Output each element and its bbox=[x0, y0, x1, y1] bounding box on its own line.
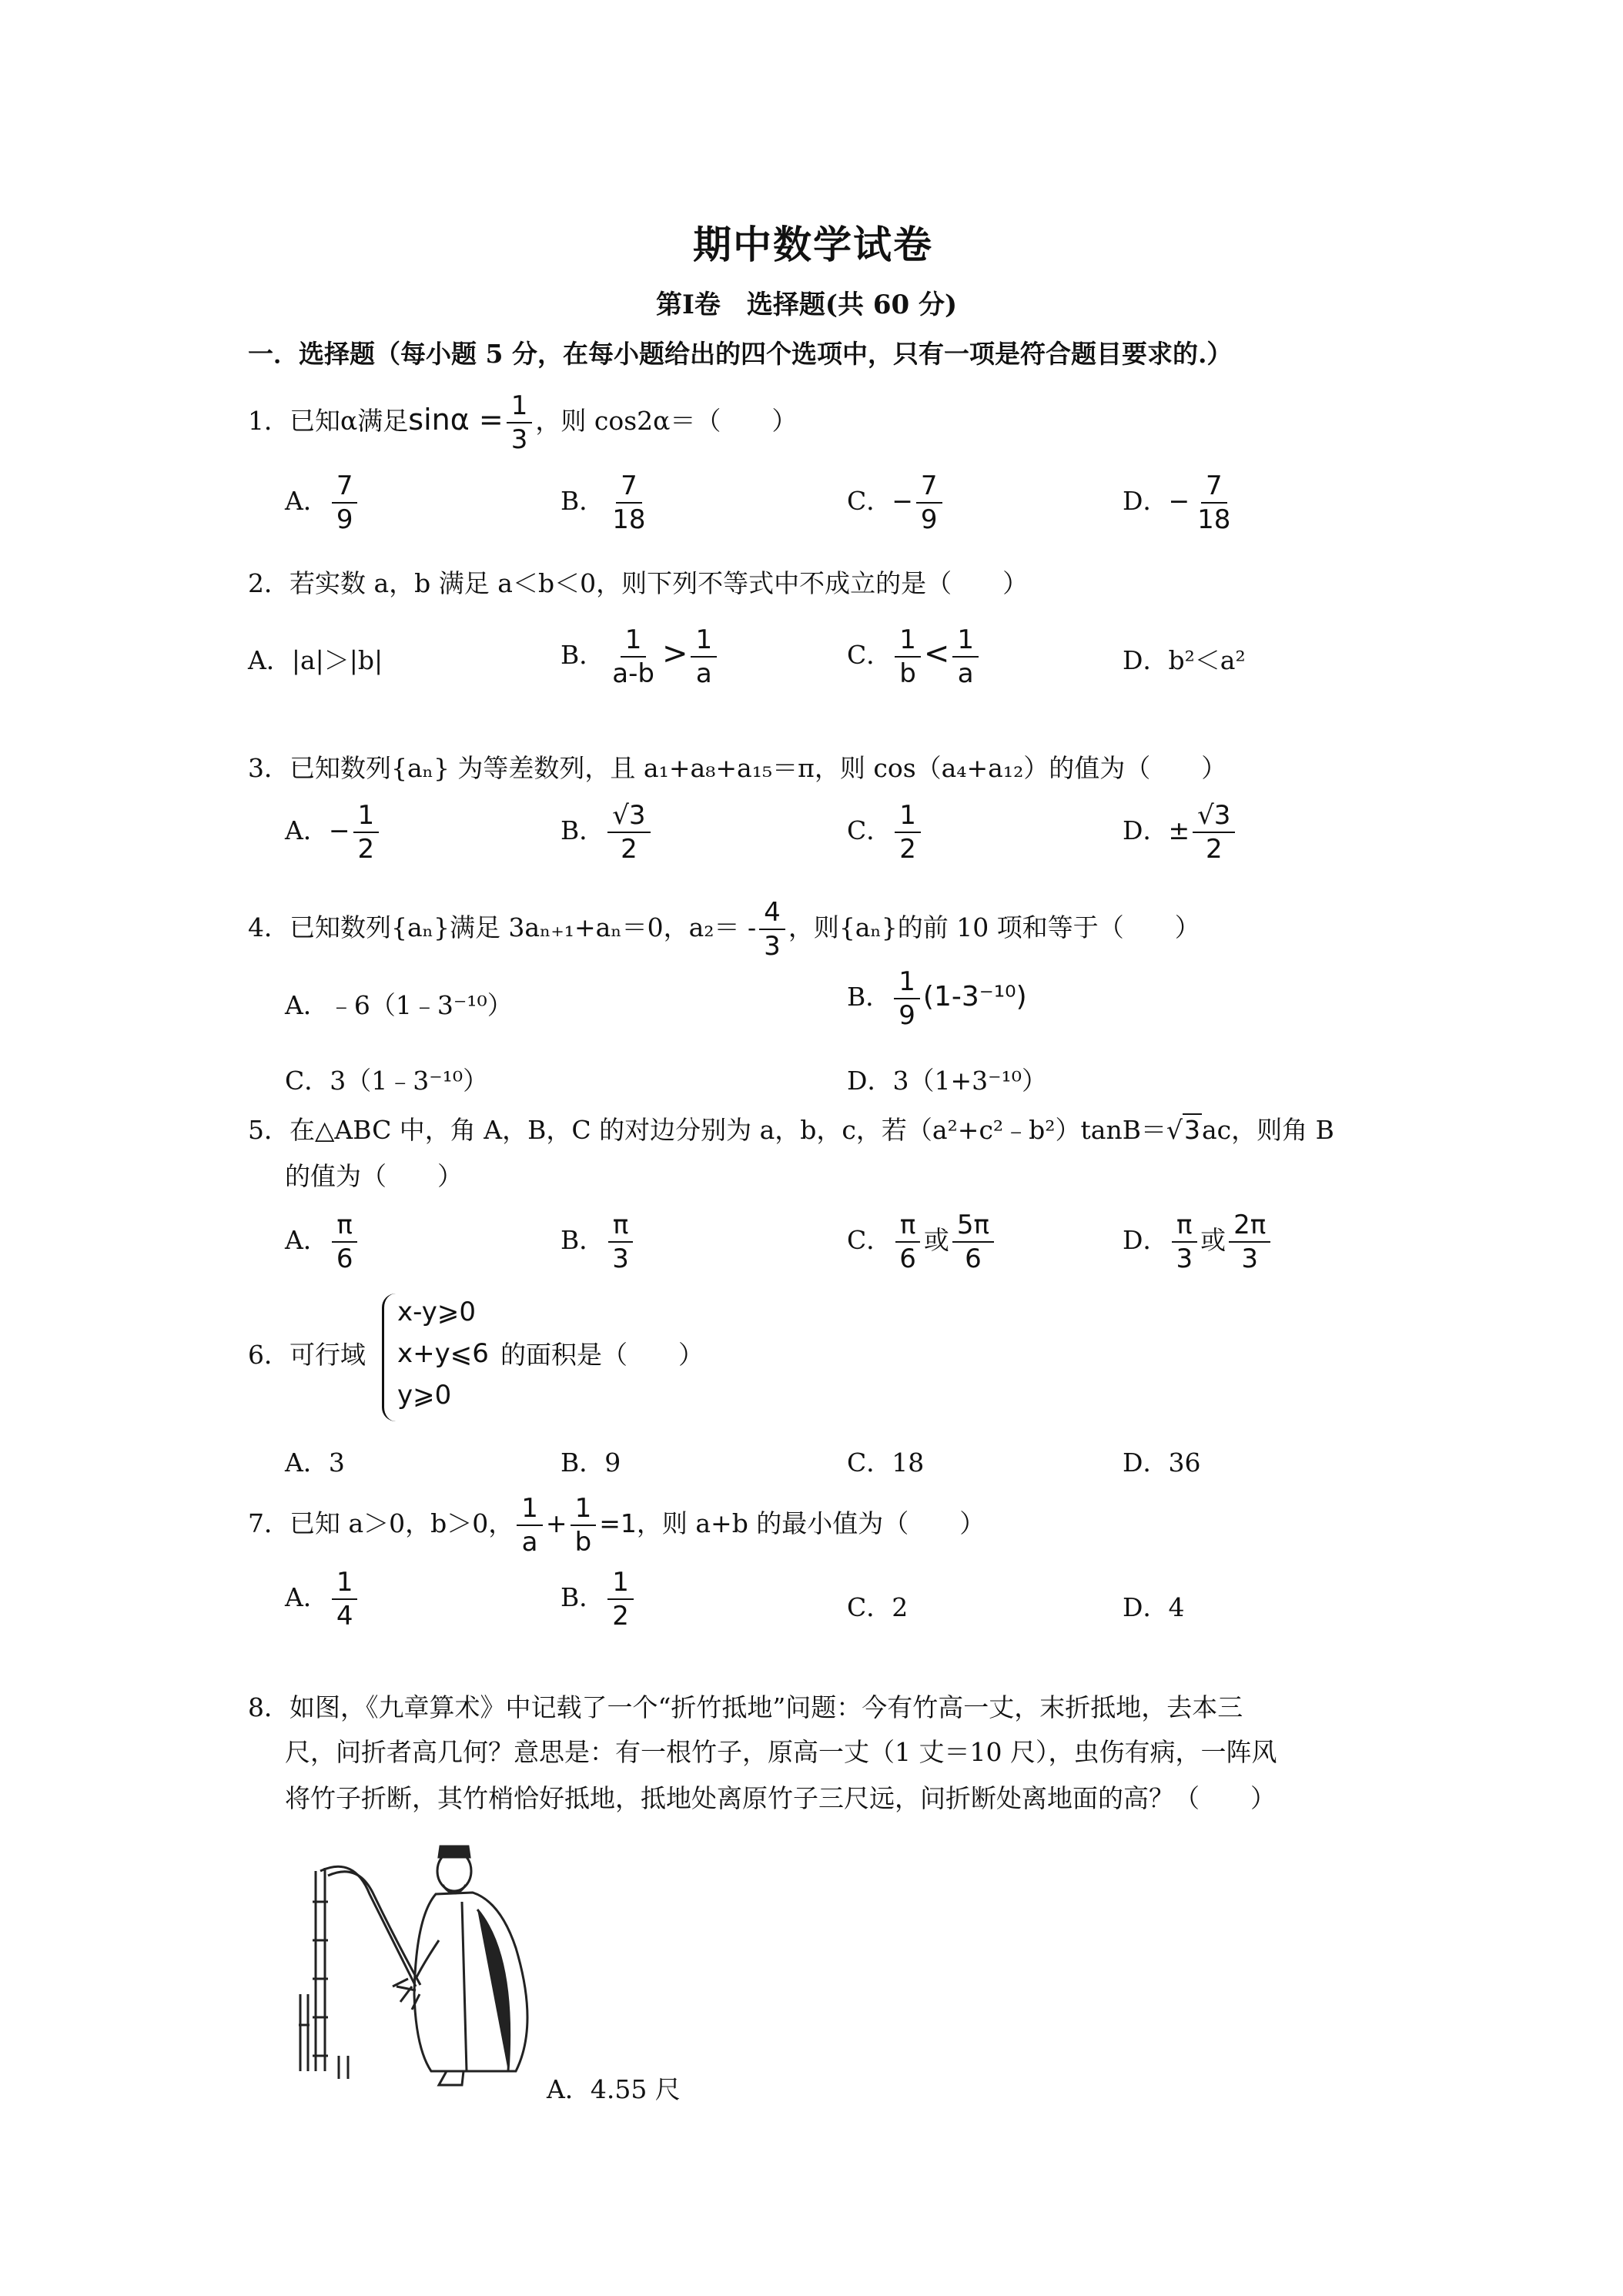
question-2 bbox=[248, 568, 1028, 599]
question-2-text: 若实数 a，b 满足 a＜b＜0，则下列不等式中不成立的是（ ） bbox=[289, 568, 1029, 598]
question-5-line-2: 的值为（ ） bbox=[285, 1161, 463, 1191]
q7-option-b[interactable]: B． $\frac{1}{2}$ bbox=[561, 1568, 637, 1631]
question-6-label bbox=[248, 1340, 366, 1371]
question-1 bbox=[248, 391, 797, 454]
question-5 bbox=[248, 1115, 1334, 1146]
q3-option-d[interactable]: D．± $\frac{√3}{2}$ bbox=[1123, 801, 1238, 864]
question-4-tail: ，则{aₙ}的前 10 项和等于（ ） bbox=[788, 912, 1200, 942]
q3-option-c[interactable]: C． $\frac{1}{2}$ bbox=[847, 801, 924, 864]
question-6-tail: 的面积是（ ） bbox=[500, 1340, 704, 1370]
q7-option-a[interactable]: A． $\frac{1}{4}$ bbox=[285, 1568, 360, 1631]
q1-option-c[interactable]: C．− $\frac{7}{9}$ bbox=[847, 471, 945, 534]
question-3-text: 已知数列{aₙ} 为等差数列，且 a₁+a₈+a₁₅＝π，则 cos（a₄+a₁₂）的值为（ ） bbox=[289, 753, 1227, 783]
q5-option-d[interactable]: D． $\frac{\pi}{3}$ 或 $\frac{2\pi}{3}$ bbox=[1123, 1210, 1273, 1274]
q3-option-b[interactable]: B． $\frac{√3}{2}$ bbox=[561, 801, 654, 864]
question-7-text: 已知 a＞0，b＞0， bbox=[289, 1508, 514, 1538]
question-4 bbox=[248, 898, 1200, 961]
q4-option-c[interactable]: C．3（1﹣3⁻¹⁰） bbox=[285, 1066, 489, 1096]
question-number: 3． bbox=[248, 753, 289, 783]
fraction: $\frac{4}{3}$ bbox=[759, 898, 785, 961]
q2-option-d[interactable]: D．b²＜a² bbox=[1123, 645, 1246, 675]
q6-option-d[interactable]: D．36 bbox=[1123, 1448, 1201, 1478]
question-3 bbox=[248, 753, 1226, 784]
section-heading: 一．选择题（每小题 5 分，在每小题给出的四个选项中，只有一项是符合题目要求的.） bbox=[248, 339, 1233, 369]
q2-option-a[interactable]: A．|a|＞|b| bbox=[248, 645, 383, 675]
page-title: 期中数学试卷 bbox=[693, 222, 933, 267]
question-number: 4． bbox=[248, 912, 289, 942]
question-6-text: 可行域 bbox=[289, 1340, 366, 1370]
question-8-line-2: 尺，问折者高几何？意思是：有一根竹子，原高一丈（1 丈＝10 尺），虫伤有病，一阵风 bbox=[285, 1737, 1277, 1767]
q6-option-a[interactable]: A．3 bbox=[285, 1448, 345, 1478]
question-number: 5． bbox=[248, 1115, 289, 1145]
q2-option-b[interactable]: B． $\frac{1}{a-b}$ > $\frac{1}{a}$ bbox=[561, 625, 720, 688]
system-inequality: y⩾0 bbox=[397, 1380, 452, 1411]
question-1-tail: ，则 cos2α＝（ ） bbox=[535, 406, 798, 436]
sqrt-expression: √3 bbox=[1166, 1115, 1200, 1145]
q1-option-d[interactable]: D．− $\frac{7}{18}$ bbox=[1123, 470, 1231, 535]
question-number: 8． bbox=[248, 1692, 289, 1722]
q5-option-b[interactable]: B． $\frac{\pi}{3}$ bbox=[561, 1210, 637, 1274]
sin-expression: sinα = bbox=[408, 403, 504, 437]
part-subtitle: 第Ⅰ卷 选择题(共 60 分) bbox=[656, 290, 958, 320]
question-8-text: 如图，《九章算术》中记载了一个“折竹抵地”问题：今有竹高一丈，末折抵地，去本三 bbox=[289, 1692, 1243, 1722]
q3-option-a[interactable]: A．− $\frac{1}{2}$ bbox=[285, 801, 382, 864]
q5-option-c[interactable]: C． $\frac{\pi}{6}$ 或 $\frac{5\pi}{6}$ bbox=[847, 1210, 997, 1274]
question-number: 6． bbox=[248, 1340, 289, 1370]
question-number: 1． bbox=[248, 406, 289, 436]
fraction: $\frac{1}{3}$ bbox=[507, 391, 533, 454]
q7-option-d[interactable]: D．4 bbox=[1123, 1592, 1185, 1622]
q1-option-b[interactable]: B． $\frac{7}{18}$ bbox=[561, 470, 646, 535]
q8-option-a[interactable]: A．4.55 尺 bbox=[547, 2074, 681, 2104]
q1-option-a[interactable]: A． $\frac{7}{9}$ bbox=[285, 471, 360, 534]
question-7: 7．已知 a＞0，b＞0， $\frac{1}{a}$ + $\frac{1}{b}$ =1，则 a+b 的最小值为（ ） bbox=[248, 1493, 986, 1558]
q6-option-b[interactable]: B．9 bbox=[561, 1448, 621, 1478]
q4-option-b[interactable]: B． $\frac{1}{9}$ (1-3⁻¹⁰) bbox=[847, 966, 1027, 1031]
question-number: 2． bbox=[248, 568, 289, 598]
system-inequality: x-y⩾0 bbox=[397, 1297, 477, 1327]
question-8-line-3: 将竹子折断，其竹梢恰好抵地，抵地处离原竹子三尺远，问折断处离地面的高？（ ） bbox=[285, 1783, 1276, 1813]
q2-option-c[interactable]: C． $\frac{1}{b}$ < $\frac{1}{a}$ bbox=[847, 625, 982, 688]
question-number: 7． bbox=[248, 1508, 289, 1538]
q7-option-c[interactable]: C．2 bbox=[847, 1592, 909, 1622]
question-5-text: 在△ABC 中，角 A，B，C 的对边分别为 a，b，c，若（a²+c²﹣b²）tanB＝ bbox=[289, 1115, 1166, 1145]
question-1-text: 已知α满足 bbox=[289, 406, 409, 436]
q4-option-a[interactable]: A．﹣6（1﹣3⁻¹⁰） bbox=[285, 990, 513, 1020]
q4-option-d[interactable]: D．3（1+3⁻¹⁰） bbox=[847, 1066, 1047, 1096]
q5-option-a[interactable]: A． $\frac{\pi}{6}$ bbox=[285, 1210, 360, 1274]
question-4-text: 已知数列{aₙ}满足 3aₙ₊₁+aₙ＝0，a₂＝ - bbox=[289, 912, 757, 942]
question-7-tail: ，则 a+b 的最小值为（ ） bbox=[636, 1508, 986, 1538]
question-5-tail: ac，则角 B bbox=[1201, 1115, 1334, 1145]
system-inequality: x+y⩽6 bbox=[397, 1338, 489, 1369]
q6-option-c[interactable]: C．18 bbox=[847, 1448, 925, 1478]
question-8 bbox=[248, 1692, 1243, 1723]
bamboo-scholar-illustration bbox=[285, 1840, 562, 2094]
system-brace bbox=[382, 1294, 398, 1421]
